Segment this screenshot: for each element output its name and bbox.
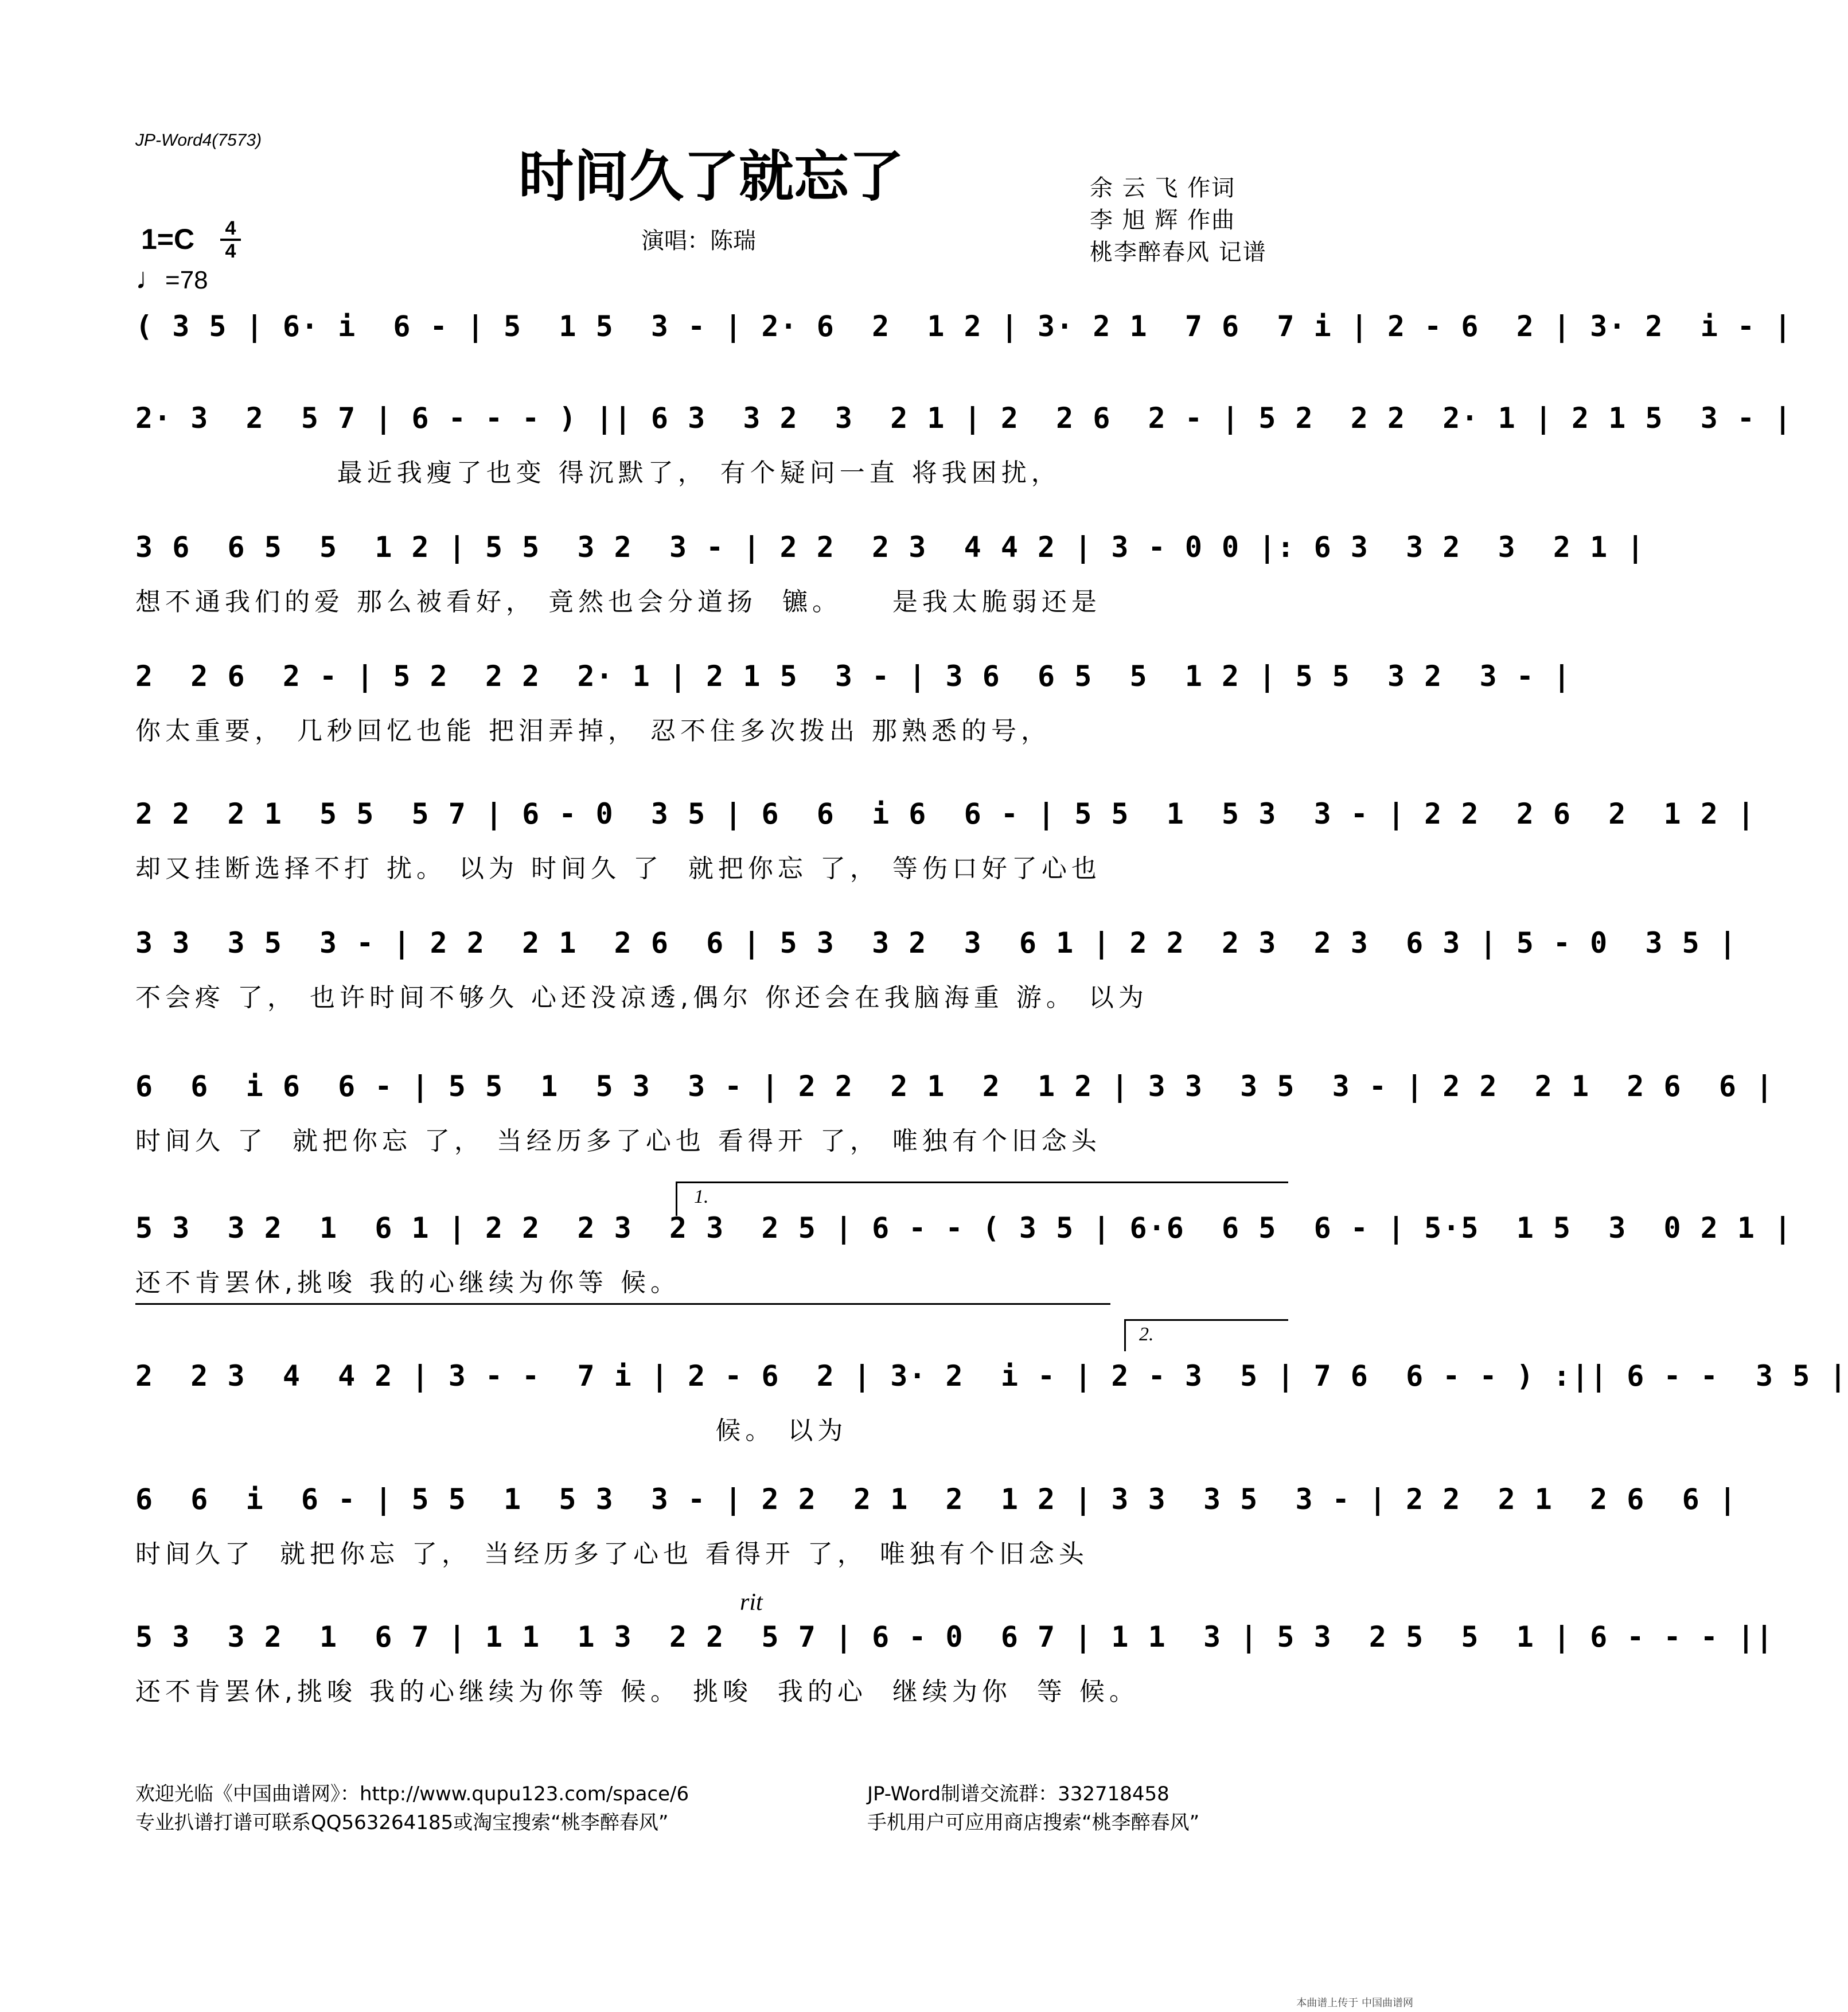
lyrics-line: 时间久 了 就把你忘 了， 当经历多了心也 看得开 了， 唯独有个旧念头 — [135, 1126, 1101, 1156]
singer-label: 演唱：陈瑞 — [641, 228, 756, 254]
volta-first-tick — [676, 1182, 677, 1216]
volta-second-label: 2. — [1139, 1324, 1154, 1345]
time-signature-bottom: 4 — [225, 240, 236, 262]
lyrics-line: 却又挂断选择不打 扰。 以为 时间久 了 就把你忘 了， 等伤口好了心也 — [135, 854, 1101, 883]
volta-first-ending — [676, 1182, 1288, 1183]
lyrics-line: 还不肯罢休,挑唆 我的心继续为你等 候。 挑唆 我的心 继续为你 等 候。 — [135, 1677, 1139, 1706]
time-signature — [220, 219, 241, 260]
upload-stamp: 本曲谱上传于 中国曲谱网 — [1296, 1997, 1413, 2009]
notes-line: 5 3 3 2 1 6 1 | 2 2 2 3 2 3 2 5 | 6 - - ( 3 5 | 6·6 6 5 6 - | 5·5 1 5 3 0 2 1 | — [135, 1211, 1793, 1245]
lyrics-line: 最近我瘦了也变 得沉默了， 有个疑问一直 将我困扰， — [135, 458, 1061, 488]
notes-line: 2 2 2 1 5 5 5 7 | 6 - 0 3 5 | 6 6 i 6 6 - | 5 5 1 5 3 3 - | 2 2 2 6 2 1 2 | — [135, 797, 1756, 830]
lyrics-line: 时间久了 就把你忘 了， 当经历多了心也 看得开 了， 唯独有个旧念头 — [135, 1539, 1089, 1569]
notes-line: 2 2 3 4 4 2 | 3 - - 7 i | 2 - 6 2 | 3· 2 i - | 2 - 3 5 | 7 6 6 - - ) :|| 6 - - 3 5 | — [135, 1359, 1848, 1393]
tempo-marking — [135, 262, 208, 296]
key-signature: 1=C — [141, 223, 195, 255]
notes-line: 5 3 3 2 1 6 7 | 1 1 1 3 2 2 5 7 | 6 - 0 6 7 | 1 1 3 | 5 3 2 5 5 1 | 6 - - - || — [135, 1620, 1775, 1654]
lyricist-credit: 余 云 飞 作词 — [1090, 175, 1236, 201]
lyrics-line: 不会疼 了， 也许时间不够久 心还没凉透,偶尔 你还会在我脑海重 游。 以为 — [135, 983, 1148, 1012]
footer-group-info: JP-Word制谱交流群：332718458 — [867, 1783, 1169, 1806]
transcriber-credit: 桃李醉春风 记谱 — [1090, 239, 1267, 266]
lyrics-line: 想不通我们的爱 那么被看好， 竟然也会分道扬 镳。 是我太脆弱还是 — [135, 587, 1101, 617]
lyrics-line: 你太重要， 几秒回忆也能 把泪弄掉， 忍不住多次拨出 那熟悉的号， — [135, 716, 1051, 746]
volta-second-ending — [1124, 1319, 1288, 1321]
volta-first-ending-continued — [135, 1303, 1110, 1305]
lyrics-line: 还不肯罢休,挑唆 我的心继续为你等 候。 — [135, 1268, 680, 1297]
tempo-value: =78 — [165, 266, 208, 294]
volta-second-tick — [1124, 1319, 1126, 1351]
footer-contact-info: 专业扒谱打谱可联系QQ563264185或淘宝搜索“桃李醉春风” — [135, 1811, 669, 1834]
quarter-note-icon: ♩ — [135, 262, 165, 295]
notes-line: ( 3 5 | 6· i 6 - | 5 1 5 3 - | 2· 6 2 1 2 | 3· 2 1 7 6 7 i | 2 - 6 2 | 3· 2 i - | — [135, 310, 1793, 343]
notes-line: 3 3 3 5 3 - | 2 2 2 1 2 6 6 | 5 3 3 2 3 6 1 | 2 2 2 3 2 3 6 3 | 5 - 0 3 5 | — [135, 926, 1737, 960]
ritardando-marking: rit — [740, 1589, 763, 1616]
notes-line: 3 6 6 5 5 1 2 | 5 5 3 2 3 - | 2 2 2 3 4 4 2 | 3 - 0 0 |: 6 3 3 2 3 2 1 | — [135, 531, 1646, 564]
footer-site-info: 欢迎光临《中国曲谱网》：http://www.qupu123.com/space/6 — [135, 1783, 689, 1806]
notes-line: 2 2 6 2 - | 5 2 2 2 2· 1 | 2 1 5 3 - | 3 6 6 5 5 1 2 | 5 5 3 2 3 - | — [135, 660, 1572, 693]
footer-app-info: 手机用户可应用商店搜索“桃李醉春风” — [867, 1811, 1200, 1834]
page-title: 时间久了就忘了 — [518, 145, 904, 209]
composer-credit: 李 旭 辉 作曲 — [1090, 207, 1236, 233]
notes-line: 6 6 i 6 - | 5 5 1 5 3 3 - | 2 2 2 1 2 1 2 | 3 3 3 5 3 - | 2 2 2 1 2 6 6 | — [135, 1483, 1737, 1516]
notes-line: 2· 3 2 5 7 | 6 - - - ) || 6 3 3 2 3 2 1 | 2 2 6 2 - | 5 2 2 2 2· 1 | 2 1 5 3 - | — [135, 401, 1793, 435]
credits — [1090, 172, 1267, 268]
header-tag: JP-Word4(7573) — [135, 131, 262, 150]
volta-first-label: 1. — [694, 1186, 709, 1207]
time-signature-top: 4 — [225, 217, 236, 239]
notes-line: 6 6 i 6 6 - | 5 5 1 5 3 3 - | 2 2 2 1 2 1 2 | 3 3 3 5 3 - | 2 2 2 1 2 6 6 | — [135, 1070, 1775, 1103]
lyrics-line: 候。 以为 — [135, 1416, 848, 1445]
